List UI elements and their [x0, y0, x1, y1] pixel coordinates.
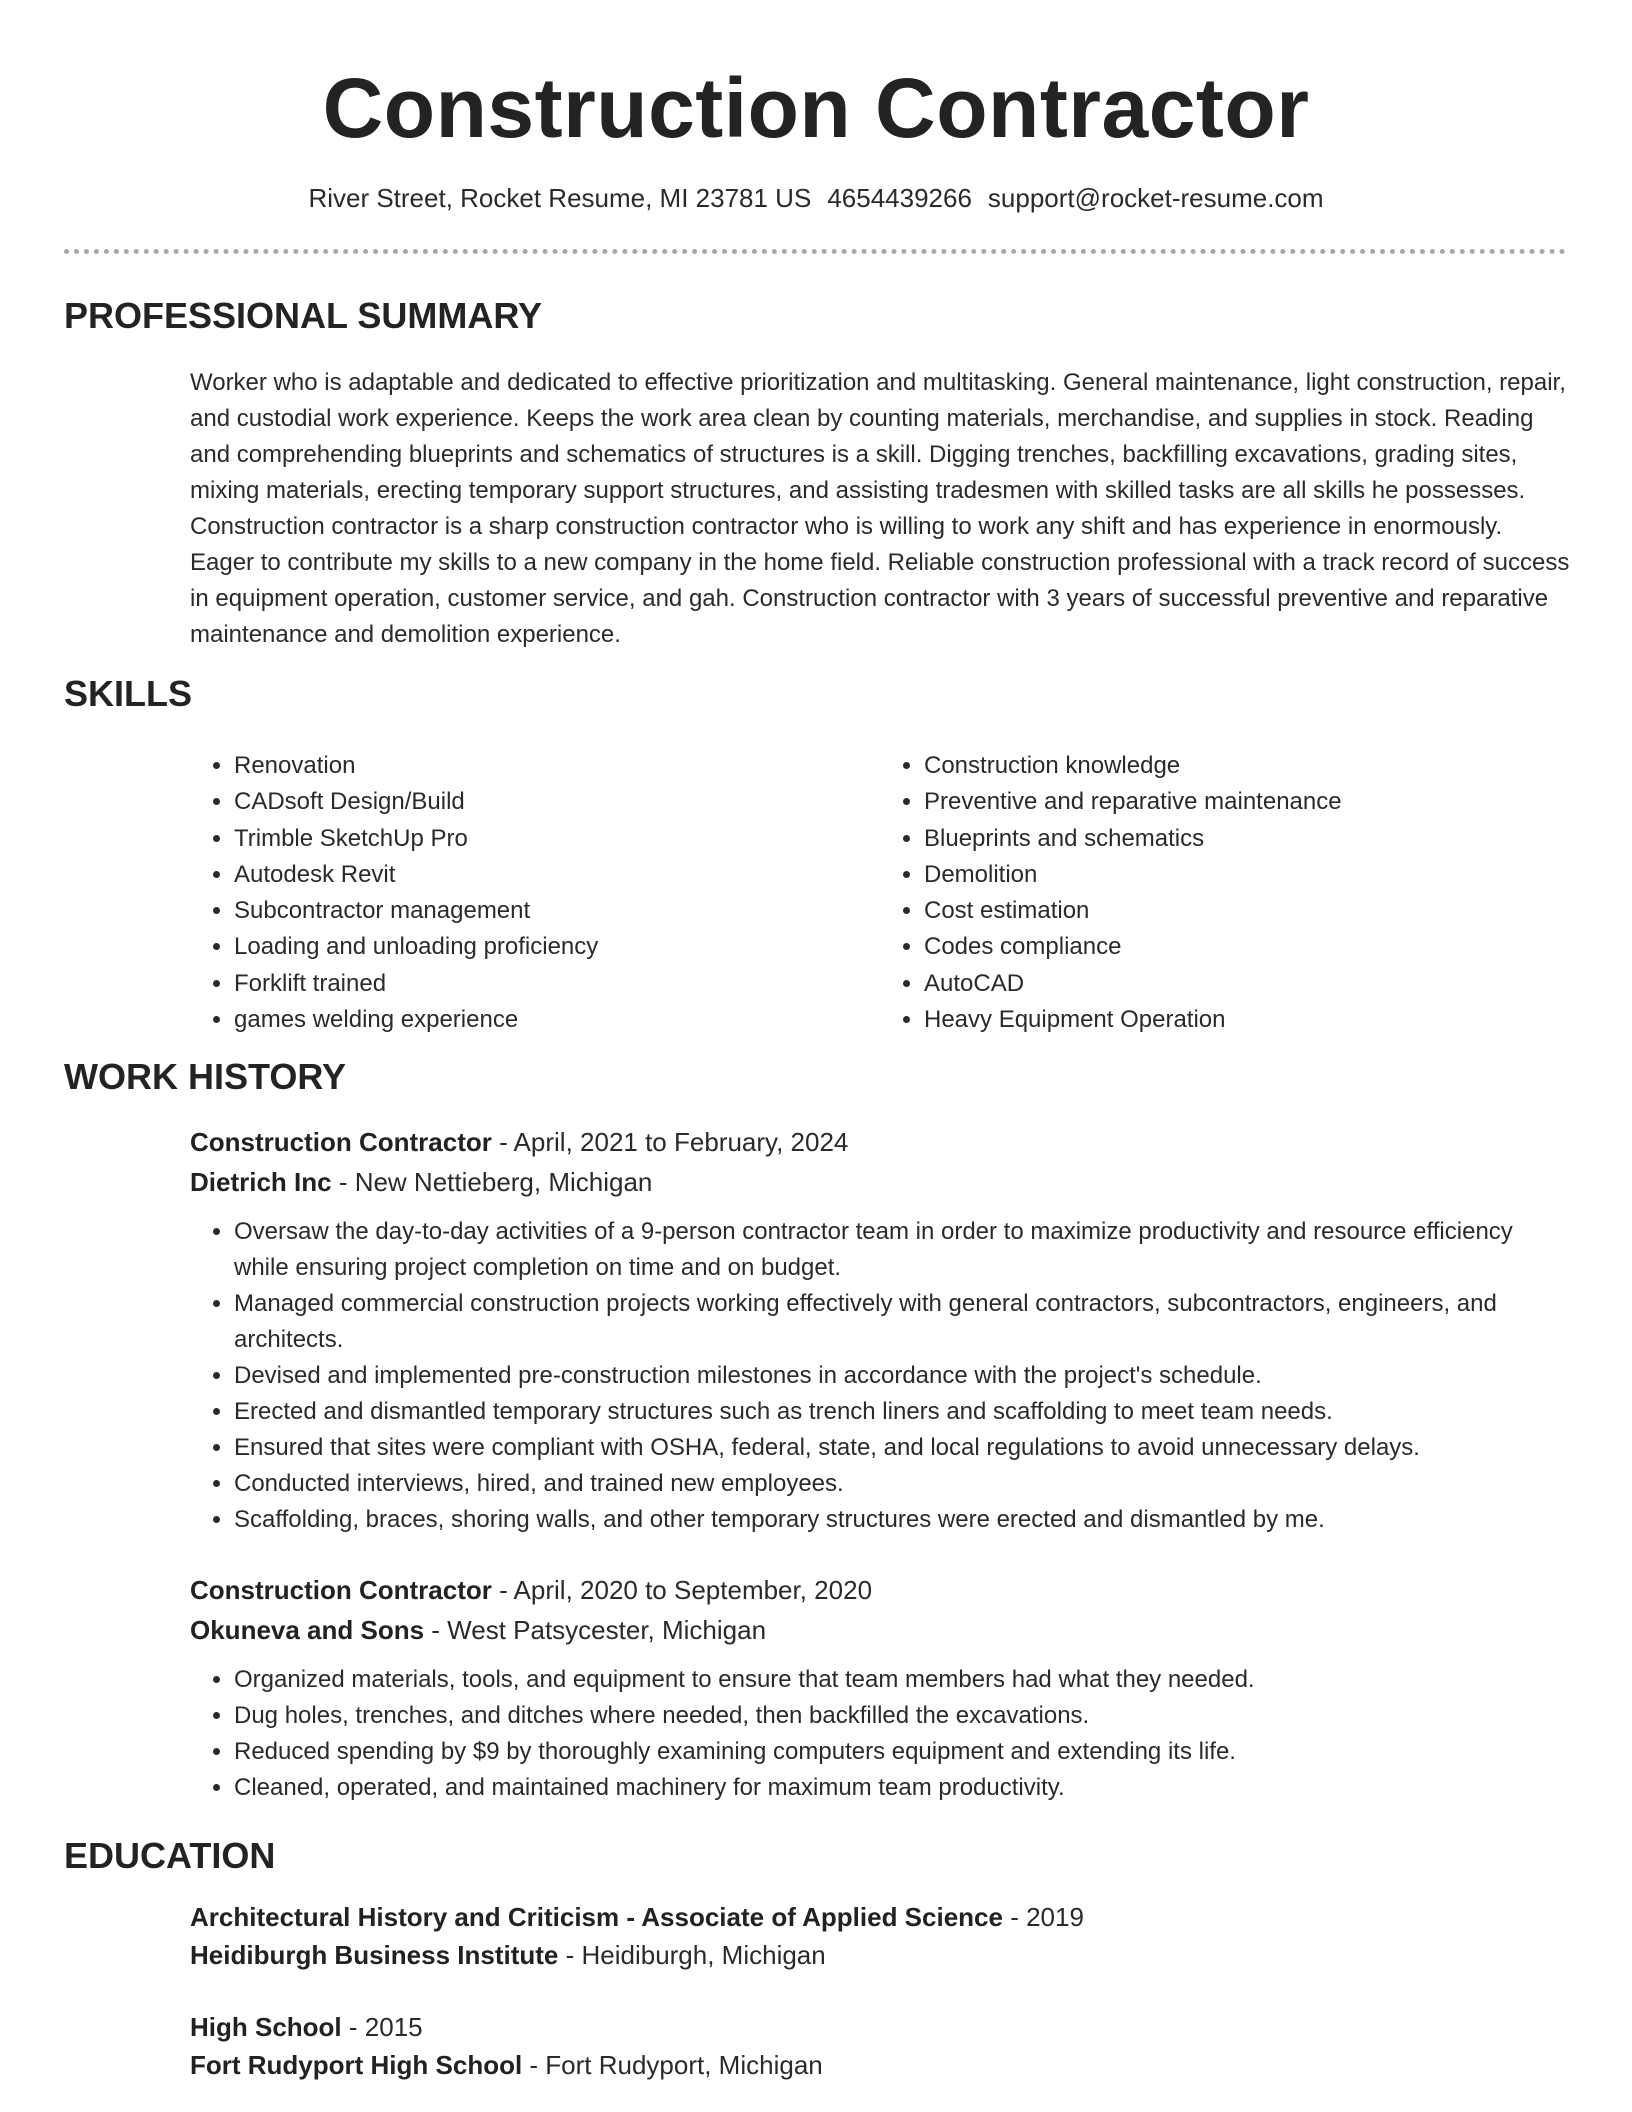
education-degree-line — [190, 2008, 1570, 2046]
summary-heading: PROFESSIONAL SUMMARY — [64, 295, 543, 336]
education-heading: EDUCATION — [64, 1835, 276, 1876]
header-divider — [64, 249, 1566, 254]
job-role: Construction Contractor — [190, 1575, 492, 1605]
skill-item: • Codes compliance — [924, 929, 1570, 965]
job-duties — [190, 1214, 1570, 1538]
education-degree: High School — [190, 2012, 342, 2042]
skill-item: • AutoCAD — [924, 966, 1570, 1002]
skills-column-left — [190, 748, 880, 1038]
summary-text: Worker who is adaptable and dedicated to effective prioritization and multitasking. General maintenance, light construction, repair, and custodial work experience. Keeps the work area clean by counting materials, merchandise, and supplies in stock. Reading and comprehending blueprints and schematics of structures is a skill. Digging trenches, backfilling excavations, grading sites, mixing materials, erecting temporary support structures, and assisting tradesmen with skilled tasks are all skills he possesses. Construction contractor is a sharp construction contractor who is willing to work any shift and has experience in enormously. Eager to contribute my skills to a new company in the home field. Reliable construction professional with a track record of success in equipment operation, customer service, and gah. Construction contractor with 3 years of successful preventive and reparative maintenance and demolition experience. — [190, 369, 1570, 648]
skill-item: • Loading and unloading proficiency — [234, 929, 880, 965]
job-duty: • Oversaw the day-to-day activities of a 9-person contractor team in order to maximize productivity and resource efficiency while ensuring project completion on time and on budget. — [234, 1214, 1570, 1286]
job-duty: • Scaffolding, braces, shoring walls, and other temporary structures were erected and dismantled by me. — [234, 1502, 1570, 1538]
skill-item: • games welding experience — [234, 1002, 880, 1038]
contact-address: River Street, Rocket Resume, MI 23781 US — [308, 183, 812, 213]
work-history-heading: WORK HISTORY — [64, 1056, 347, 1097]
job-location: - New Nettieberg, Michigan — [331, 1167, 653, 1197]
education-school-line — [190, 2046, 1570, 2084]
skill-item: • Preventive and reparative maintenance — [924, 784, 1570, 820]
job-duty: • Managed commercial construction projects working effectively with general contractors, subcontractors, engineers, and architects. — [234, 1286, 1570, 1358]
job-duty: • Cleaned, operated, and maintained machinery for maximum team productivity. — [234, 1770, 1570, 1806]
skills-heading: SKILLS — [64, 673, 193, 714]
skills-column-right — [880, 748, 1570, 1038]
skill-item: • Blueprints and schematics — [924, 821, 1570, 857]
education-year: - 2015 — [341, 2012, 423, 2042]
job-duty: • Organized materials, tools, and equipment to ensure that team members had what they needed. — [234, 1662, 1570, 1698]
skill-item: • Construction knowledge — [924, 748, 1570, 784]
contact-phone: 4654439266 — [827, 183, 972, 213]
skill-item: • Heavy Equipment Operation — [924, 1002, 1570, 1038]
job-dates: - April, 2020 to September, 2020 — [491, 1575, 873, 1605]
candidate-name: Construction Contractor — [322, 61, 1310, 155]
education-school-line — [190, 1936, 1570, 1974]
job-duty: • Ensured that sites were compliant with OSHA, federal, state, and local regulations to avoid unnecessary delays. — [234, 1430, 1570, 1466]
job-duty: • Erected and dismantled temporary structures such as trench liners and scaffolding to meet team needs. — [234, 1394, 1570, 1430]
job-duty: • Reduced spending by $9 by thoroughly examining computers equipment and extending its life. — [234, 1734, 1570, 1770]
skill-item: • Demolition — [924, 857, 1570, 893]
job-company: Dietrich Inc — [190, 1167, 332, 1197]
contact-info — [0, 180, 1632, 216]
skills-list — [190, 748, 1570, 1038]
job-duty: • Dug holes, trenches, and ditches where needed, then backfilled the excavations. — [234, 1698, 1570, 1734]
job-entry — [190, 1122, 1570, 1538]
education-entry — [190, 2008, 1570, 2084]
job-entry — [190, 1570, 1570, 1806]
job-duty: • Devised and implemented pre-construction milestones in accordance with the project's schedule. — [234, 1358, 1570, 1394]
job-title-line — [190, 1570, 1570, 1610]
job-company: Okuneva and Sons — [190, 1615, 425, 1645]
skill-item: • Forklift trained — [234, 966, 880, 1002]
job-location: - West Patsycester, Michigan — [424, 1615, 767, 1645]
job-duty: • Conducted interviews, hired, and trained new employees. — [234, 1466, 1570, 1502]
education-school: Fort Rudyport High School — [190, 2050, 523, 2080]
skill-item: • CADsoft Design/Build — [234, 784, 880, 820]
skill-item: • Cost estimation — [924, 893, 1570, 929]
job-company-line — [190, 1162, 1570, 1202]
education-year: - 2019 — [1002, 1902, 1084, 1932]
skill-item: • Renovation — [234, 748, 880, 784]
job-role: Construction Contractor — [190, 1127, 492, 1157]
skill-item: • Autodesk Revit — [234, 857, 880, 893]
education-location: - Heidiburgh, Michigan — [558, 1940, 826, 1970]
job-duties — [190, 1662, 1570, 1806]
education-entry — [190, 1898, 1570, 1974]
education-school: Heidiburgh Business Institute — [190, 1940, 559, 1970]
contact-email[interactable]: support@rocket-resume.com — [987, 183, 1324, 213]
skill-item: • Subcontractor management — [234, 893, 880, 929]
job-title-line — [190, 1122, 1570, 1162]
education-degree-line — [190, 1898, 1570, 1936]
education-location: - Fort Rudyport, Michigan — [522, 2050, 823, 2080]
job-dates: - April, 2021 to February, 2024 — [491, 1127, 849, 1157]
skill-item: • Trimble SketchUp Pro — [234, 821, 880, 857]
job-company-line — [190, 1610, 1570, 1650]
education-degree: Architectural History and Criticism - Associate of Applied Science — [190, 1902, 1003, 1932]
